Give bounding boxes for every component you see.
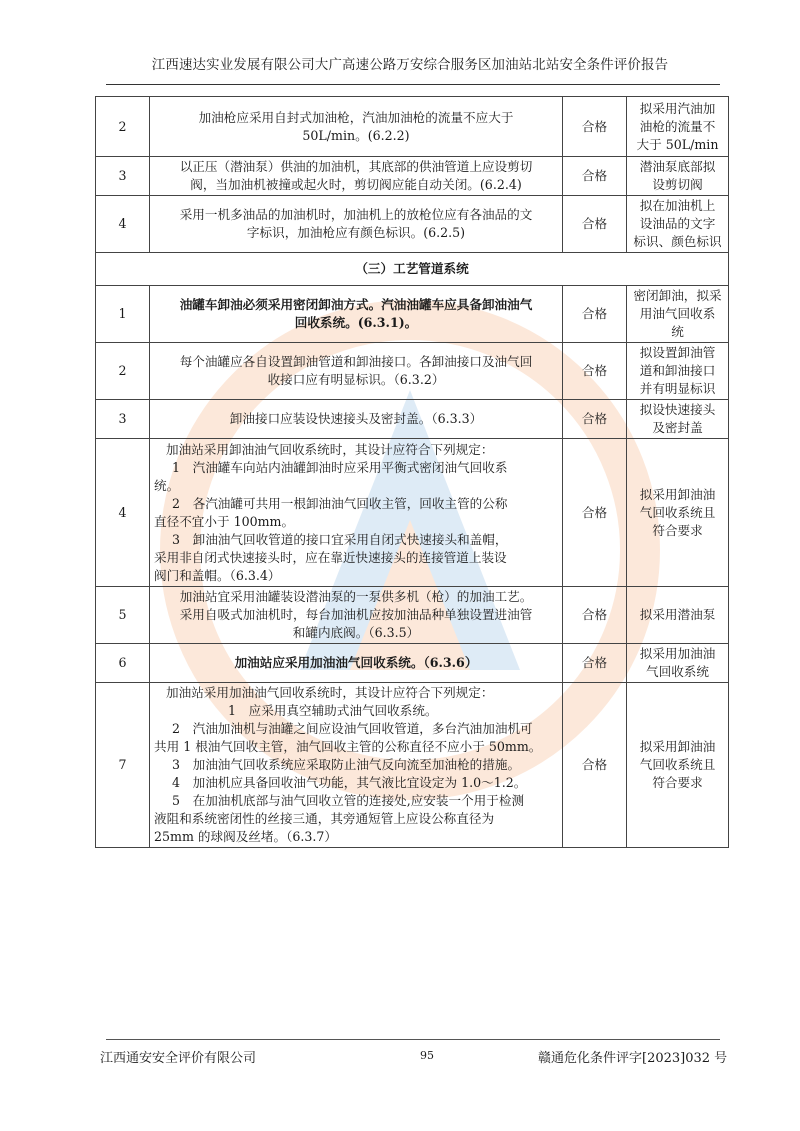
header-rule: [106, 84, 720, 85]
result-cell: 合格: [563, 196, 627, 253]
measure-line: 统: [671, 324, 684, 339]
evaluation-table: [95, 96, 729, 848]
table-row: [96, 157, 729, 196]
requirement-line: 统。: [154, 477, 180, 493]
table-row: [96, 587, 729, 644]
measure-line: 道和卸油接口: [639, 363, 716, 378]
requirement-line: 采用非自闭式快速接头时，应在靠近快速接头的连接管道上装设: [154, 549, 507, 565]
measure-line: 油枪的流量不: [639, 118, 716, 134]
requirement-cell: [150, 286, 563, 343]
measure-line: 密闭卸油，拟采: [633, 288, 722, 303]
measure-cell: [627, 286, 729, 343]
requirement-line: 1 应采用真空辅助式油气回收系统。: [228, 703, 438, 718]
table-row: [96, 343, 729, 400]
measure-cell: [627, 587, 729, 644]
measure-line: 拟采用卸油油: [639, 486, 716, 502]
requirement-cell: [150, 343, 563, 400]
result-cell: 合格: [563, 286, 627, 343]
measure-line: 拟设快速接头: [639, 402, 716, 417]
requirement-line: 25mm 的球阀及丝堵。（6.3.7）: [154, 829, 337, 844]
requirement-line: 直径不宜小于 100mm。: [154, 513, 295, 529]
requirement-line: 5 在加油机底部与油气回收立管的连接处,应安装一个用于检测: [172, 793, 525, 808]
row-number: 1: [96, 286, 150, 343]
table-row: [96, 196, 729, 253]
requirement-cell: [150, 683, 563, 848]
requirement-line: 字标识，加油枪应有颜色标识。(6.2.5): [246, 225, 466, 240]
requirement-line: 加油枪应采用自封式加油枪，汽油加油枪的流量不应大于: [198, 109, 514, 125]
row-number: 3: [96, 157, 150, 196]
requirement-line: 3 加油油气回收系统应采取防止油气反向流至加油枪的措施。: [172, 757, 521, 772]
requirement-line: 卸油接口应装设快速接头及密封盖。（6.3.3）: [229, 411, 483, 426]
page-header: 江西速达实业发展有限公司大广高速公路万安综合服务区加油站北站安全条件评价报告: [151, 58, 669, 73]
measure-cell: [627, 400, 729, 439]
requirement-line: 油罐车卸油必须采用密闭卸油方式。汽油油罐车应具备卸油油气: [179, 297, 533, 312]
requirement-line: 阀门和盖帽。（6.3.4）: [154, 567, 281, 583]
footer-report-number: 赣通危化条件评字[2023]032 号: [538, 1051, 728, 1066]
measure-line: 气回收系统且: [639, 504, 716, 520]
measure-line: 标识、颜色标识: [633, 234, 722, 249]
requirement-line: 加油站采用加油油气回收系统时，其设计应符合下列规定：: [166, 685, 494, 700]
requirement-line: 2 汽油加油机与油罐之间应设油气回收管道，多台汽油加油机可: [172, 721, 533, 736]
measure-line: 气回收系统且: [639, 757, 716, 772]
measure-line: 并有明显标识: [639, 381, 716, 396]
measure-line: 潜油泵底部拟: [639, 159, 716, 174]
requirement-line: 加油站宜采用油罐装设潜油泵的一泵供多机（枪）的加油工艺。: [179, 589, 533, 604]
measure-line: 及密封盖: [652, 420, 703, 435]
requirement-line: 采用自吸式加油机时，每台加油机应按加油品种单独设置进油管: [179, 607, 533, 622]
result-cell: 合格: [563, 439, 627, 587]
measure-line: 用油气回收系: [639, 306, 716, 321]
requirement-line: 加油站应采用加油油气回收系统。（6.3.6）: [234, 655, 478, 670]
measure-cell: [627, 683, 729, 848]
measure-line: 符合要求: [652, 775, 703, 790]
requirement-line: 3 卸油油气回收管道的接口宜采用自闭式快速接头和盖帽，: [172, 531, 508, 547]
requirement-cell: [150, 400, 563, 439]
measure-cell: [627, 439, 729, 587]
row-number: 2: [96, 343, 150, 400]
requirement-line: 收接口应有明显标识。（6.3.2）: [267, 372, 445, 387]
result-cell: 合格: [563, 644, 627, 683]
measure-line: 设油品的文字: [639, 216, 716, 231]
result-cell: 合格: [563, 400, 627, 439]
footer-page-number: 95: [420, 1049, 434, 1062]
measure-line: 气回收系统: [646, 664, 709, 679]
requirement-line: 以正压（潜油泵）供油的加油机，其底部的供油管道上应设剪切: [179, 159, 533, 174]
measure-line: 拟采用卸油油: [639, 739, 716, 754]
requirement-cell: [150, 644, 563, 683]
measure-cell: [627, 97, 729, 157]
requirement-line: 液阻和系统密闭性的丝接三通，其旁通短管上应设公称直径为: [154, 811, 495, 826]
result-cell: 合格: [563, 97, 627, 157]
measure-cell: [627, 343, 729, 400]
requirement-cell: [150, 196, 563, 253]
requirement-line: 50L/min。(6.2.2): [302, 127, 410, 143]
result-cell: 合格: [563, 343, 627, 400]
requirement-line: 共用 1 根油气回收主管，油气回收主管的公称直径不应小于 50mm。: [154, 739, 542, 754]
row-number: 2: [96, 97, 150, 157]
table-row: [96, 97, 729, 157]
measure-line: 拟设置卸油管: [639, 345, 716, 360]
requirement-line: 每个油罐应各自设置卸油管道和卸油接口。各卸油接口及油气回: [179, 354, 533, 369]
requirement-cell: [150, 97, 563, 157]
row-number: 4: [96, 439, 150, 587]
measure-line: 拟采用汽油加: [639, 100, 716, 116]
section-row: [96, 253, 729, 286]
result-cell: 合格: [563, 157, 627, 196]
table-row: [96, 400, 729, 439]
row-number: 6: [96, 644, 150, 683]
measure-line: 拟采用潜油泵: [639, 607, 716, 622]
measure-line: 拟采用加油油: [639, 646, 716, 661]
requirement-cell: [150, 587, 563, 644]
requirement-line: 1 汽油罐车向站内油罐卸油时应采用平衡式密闭油气回收系: [172, 459, 508, 475]
requirement-line: 4 加油机应具备回收油气功能，其气液比宜设定为 1.0～1.2。: [172, 775, 527, 790]
measure-line: 大于 50L/min: [636, 136, 719, 152]
row-number: 3: [96, 400, 150, 439]
requirement-line: 回收系统。(6.3.1)。: [294, 315, 418, 330]
row-number: 7: [96, 683, 150, 848]
requirement-line: 阀，当加油机被撞或起火时，剪切阀应能自动关闭。(6.2.4): [190, 177, 522, 192]
row-number: 4: [96, 196, 150, 253]
requirement-line: 采用一机多油品的加油机时，加油机上的放枪位应有各油品的文: [179, 207, 533, 222]
table-row: [96, 439, 729, 587]
result-cell: 合格: [563, 587, 627, 644]
measure-line: 设剪切阀: [652, 177, 703, 192]
measure-cell: [627, 196, 729, 253]
footer-rule: [106, 1039, 720, 1040]
measure-cell: [627, 157, 729, 196]
footer-company: 江西通安安全评价有限公司: [100, 1051, 257, 1066]
requirement-line: 加油站采用卸油油气回收系统时，其设计应符合下列规定：: [166, 441, 494, 457]
row-number: 5: [96, 587, 150, 644]
requirement-line: 和罐内底阀。（6.3.5）: [292, 625, 420, 640]
measure-line: 符合要求: [652, 522, 703, 538]
result-cell: 合格: [563, 683, 627, 848]
measure-line: 拟在加油机上: [639, 198, 716, 213]
table-row: [96, 683, 729, 848]
requirement-cell: [150, 157, 563, 196]
measure-cell: [627, 644, 729, 683]
table-row: [96, 286, 729, 343]
requirement-line: 2 各汽油罐可共用一根卸油油气回收主管，回收主管的公称: [172, 495, 508, 511]
section-title: （三）工艺管道系统: [96, 253, 729, 286]
requirement-cell: [150, 439, 563, 587]
table-row: [96, 644, 729, 683]
